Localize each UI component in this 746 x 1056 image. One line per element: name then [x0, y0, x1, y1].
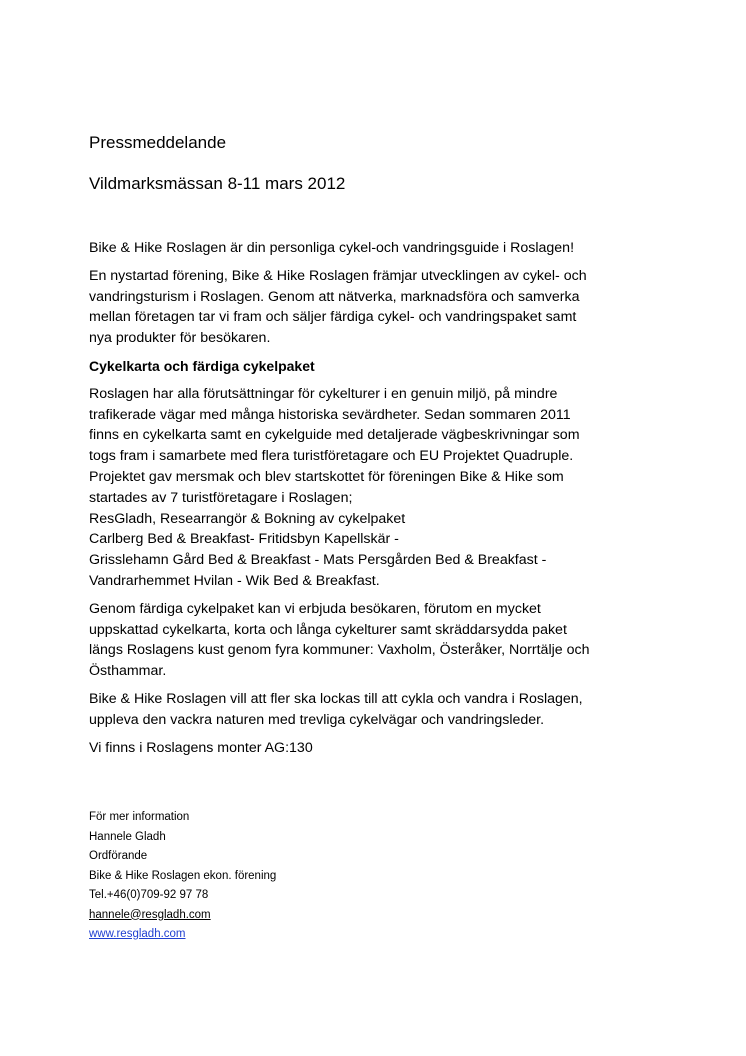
- text-line: Vandrarhemmet Hvilan - Wik Bed & Breakfast.: [89, 572, 380, 589]
- text-line: startades av 7 turistföretagare i Roslagen;: [89, 489, 353, 506]
- contact-name: Hannele Gladh: [89, 830, 166, 843]
- contact-role: Ordförande: [89, 850, 148, 862]
- text-line: Roslagen har alla förutsättningar för cykelturer i en genuin miljö, på mindre: [89, 385, 558, 402]
- contact-phone: Tel.+46(0)709-92 97 78: [89, 889, 209, 901]
- text-line: uppskattad cykelkarta, korta och långa cykelturer samt skräddarsydda paket: [89, 621, 567, 638]
- doc-type-title: Pressmeddelande: [89, 133, 227, 152]
- text-line: trafikerade vägar med många historiska sevärdheter. Sedan sommaren 2011: [89, 406, 571, 423]
- closing-paragraph: Vi finns i Roslagens monter AG:130: [89, 739, 313, 756]
- text-line: uppleva den vackra naturen med trevliga cykelvägar och vandringsleder.: [89, 711, 545, 728]
- text-line: nya produkter för besökaren.: [89, 330, 271, 347]
- text-line: finns en cykelkarta samt en cykelguide med detaljerade vägbeskrivningar som: [89, 427, 580, 444]
- section-paragraph-3: [89, 689, 659, 731]
- text-line: Östhammar.: [89, 663, 167, 680]
- text-line: En nystartad förening, Bike & Hike Roslagen främjar utvecklingen av cykel- och: [89, 267, 587, 284]
- text-line: vandringsturism i Roslagen. Genom att nätverka, marknadsföra och samverka: [89, 288, 580, 305]
- lead-paragraph: Bike & Hike Roslagen är din personliga cykel-och vandringsguide i Roslagen!: [89, 240, 575, 256]
- text-line: togs fram i samarbete med flera turistföretagare och EU Projektet Quadruple.: [89, 448, 574, 465]
- intro-paragraph: [89, 266, 659, 349]
- text-line: Carlberg Bed & Breakfast- Fritidsbyn Kapellskär -: [89, 531, 399, 548]
- event-title: Vildmarksmässan 8-11 mars 2012: [89, 174, 346, 193]
- text-line: mellan företagen tar vi fram och säljer färdiga cykel- och vandringspaket samt: [89, 309, 577, 326]
- website-link[interactable]: www.resgladh.com: [89, 928, 186, 940]
- contact-block: [89, 808, 276, 945]
- text-line: ResGladh, Researrangör & Bokning av cykelpaket: [89, 510, 406, 527]
- section-heading: Cykelkarta och färdiga cykelpaket: [89, 357, 315, 374]
- email-link[interactable]: hannele@resgladh.com: [89, 908, 211, 921]
- text-line: Projektet gav mersmak och blev startskottet för föreningen Bike & Hike som: [89, 468, 564, 485]
- text-line: Grisslehamn Gård Bed & Breakfast - Mats Persgården Bed & Breakfast -: [89, 552, 547, 569]
- contact-org: Bike & Hike Roslagen ekon. förening: [89, 869, 277, 882]
- text-line: längs Roslagens kust genom fyra kommuner: Vaxholm, Österåker, Norrtälje och: [89, 642, 590, 659]
- section-paragraph-2: [89, 599, 659, 682]
- text-line: Genom färdiga cykelpaket kan vi erbjuda besökaren, förutom en mycket: [89, 600, 541, 617]
- document-body: [89, 238, 659, 765]
- text-line: Bike & Hike Roslagen vill att fler ska lockas till att cykla och vandra i Roslagen,: [89, 690, 583, 707]
- contact-label: För mer information: [89, 811, 190, 823]
- section-paragraph-1: [89, 384, 659, 592]
